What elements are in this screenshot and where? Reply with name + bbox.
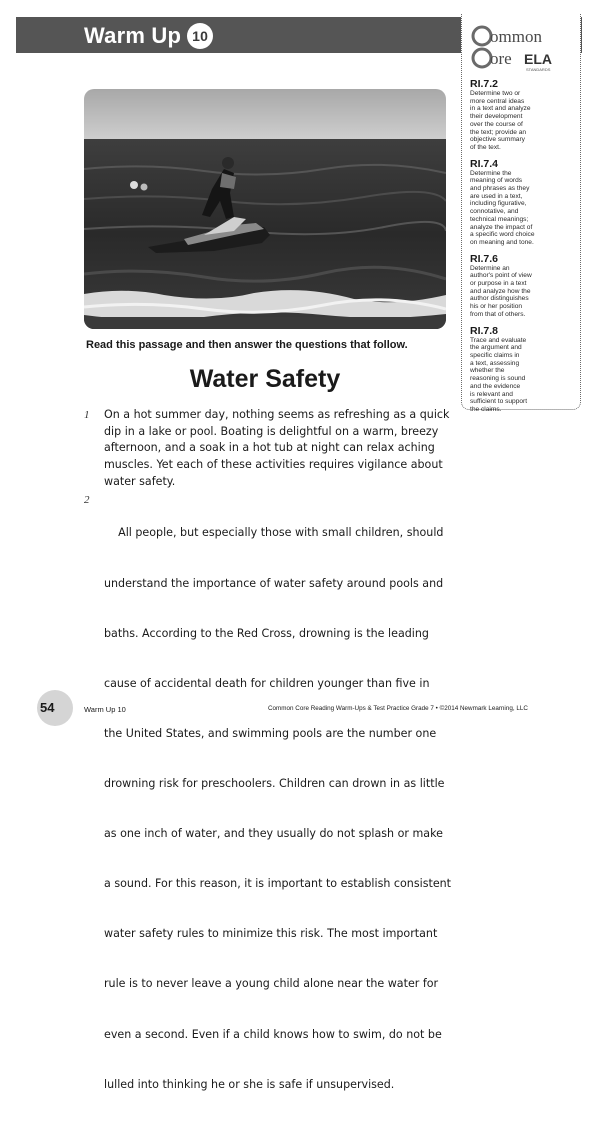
text-line: afternoon, and a soak in a hot tub at night can relax aching [104,441,435,455]
desc-line: technical meanings; [470,215,529,223]
desc-line: sufficient to support [470,398,528,406]
footer-credit: Common Core Reading Warm-Ups & Test Practice Grade 7 • ©2014 Newmark Learning, LLC [268,705,528,712]
desc-line: are used in a text, [470,192,523,200]
text-line: rule is to never leave a young child alone near the water for [104,977,439,991]
desc-line: Determine two or [470,90,521,97]
text-line: lulled into thinking he or she is safe if unsupervised. [104,1077,395,1091]
paragraph-number: 1 [84,409,90,421]
logo-standards-text: STANDARDS [526,67,551,72]
paragraph-2 [84,492,456,1127]
desc-line: the text; provide an [470,128,527,136]
text-line: even a second. Even if a child knows how to swim, do not be [104,1027,442,1041]
text-line: a sound. For this reason, it is important to establish consistent [104,877,452,891]
page-title-text: Warm Up [84,23,182,48]
page-title [84,21,213,51]
desc-line: the argument and [470,344,522,352]
desc-line: over the course of [470,120,523,128]
desc-line: a text, assessing [470,359,520,367]
text-line: as one inch of water, and they usually do not splash or make [104,827,443,841]
desc-line: Determine the [470,169,512,177]
common-core-ela-logo [470,22,570,72]
passage-title: Water Safety [189,365,341,393]
desc-line: analyze the impact of [470,223,533,231]
standard-description [470,90,574,152]
logo-core-text: ore [490,49,512,68]
desc-line: whether the [470,367,505,375]
desc-line: or purpose in a text [470,280,527,288]
standard-ri-7-6 [470,253,574,319]
standard-code: RI.7.8 [470,324,499,337]
desc-line: Determine an [470,264,510,272]
desc-line: of the text. [470,143,501,151]
standard-description [470,265,574,319]
logo-ela-text: ELA [524,51,552,67]
desc-line: from that of others. [470,310,526,318]
desc-line: connotative, and [470,208,519,216]
desc-line: their development [470,113,523,121]
standard-code: RI.7.6 [470,252,499,265]
text-line: understand the importance of water safety around pools and [104,576,444,590]
text-line: baths. According to the Red Cross, drowning is the leading [104,626,429,640]
desc-line: his or her position [470,303,523,311]
desc-line: and phrases as they [470,185,530,193]
desc-line: is relevant and [470,390,513,398]
desc-line: and analyze how the [470,287,531,295]
standard-ri-7-4 [470,158,574,247]
paragraph-number: 2 [84,494,90,506]
desc-line: a specific word choice [470,231,535,239]
standard-code: RI.7.2 [470,78,499,90]
desc-line: including figurative, [470,200,527,208]
text-line: drowning risk for preschoolers. Children can drown in as little [104,776,445,790]
desc-line: reasoning is sound [470,375,526,383]
desc-line: Trace and evaluate [470,336,527,344]
desc-line: on meaning and tone. [470,238,534,246]
standards-list [470,78,574,420]
paragraph-text [104,492,456,1127]
logo-common-text: ommon [490,27,542,46]
desc-line: objective summary [470,136,525,144]
jet-ski-photo [84,89,446,329]
standard-ri-7-2 [470,78,574,152]
text-line: cause of accidental death for children younger than five in [104,676,430,690]
reading-instruction: Read this passage and then answer the questions that follow. [86,339,408,351]
desc-line: the claims. [470,405,502,413]
text-line: water safety rules to minimize this risk. The most important [104,927,438,941]
text-line: On a hot summer day, nothing seems as refreshing as a quick [104,408,450,421]
desc-line: in a text and analyze [470,105,531,113]
text-line: water safety. [104,474,176,488]
paragraph-text [104,407,456,491]
text-line: All people, but especially those with small children, should [104,526,444,540]
desc-line: more central ideas [470,97,525,105]
standard-description [470,337,574,414]
text-line: the United States, and swimming pools are the number one [104,726,437,740]
desc-line: meaning of words [470,177,523,185]
paragraph-1 [84,407,456,491]
standard-description [470,170,574,247]
desc-line: author distinguishes [470,295,529,303]
warmup-number-badge: 10 [187,23,213,49]
standard-code: RI.7.4 [470,157,499,170]
desc-line: author's point of view [470,272,532,280]
page-number: 54 [40,700,55,715]
desc-line: and the evidence [470,382,521,390]
desc-line: specific claims in [470,351,520,359]
footer-section-label: Warm Up 10 [84,705,126,714]
text-line: muscles. Yet each of these activities requires vigilance about [104,458,443,472]
standard-ri-7-8 [470,325,574,414]
text-line: dip in a lake or pool. Boating is delightful on a warm, breezy [104,424,439,438]
